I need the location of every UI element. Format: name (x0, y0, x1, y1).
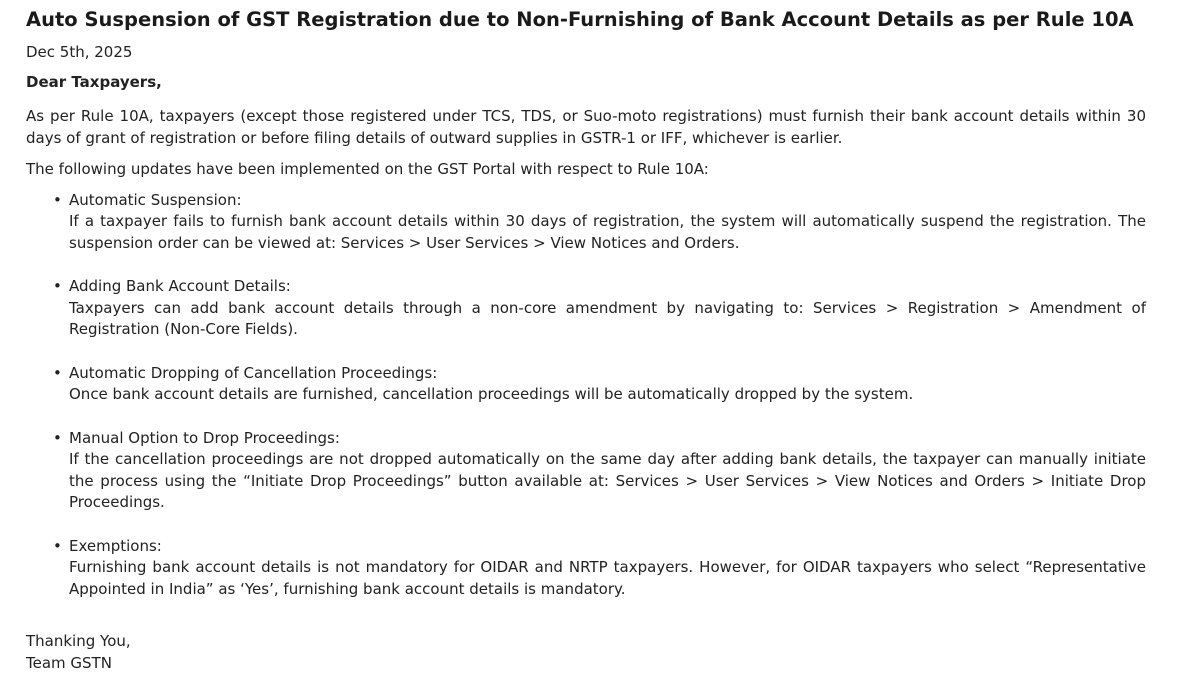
item-heading: Exemptions: (69, 536, 162, 555)
list-item (53, 536, 1146, 601)
notice-title: Auto Suspension of GST Registration due to Non-Furnishing of Bank Account Details as per Rule 10A (26, 8, 1134, 31)
updates-list (26, 190, 1146, 601)
item-body: If a taxpayer fails to furnish bank account details within 30 days of registration, the system will automatically suspend the registration. The suspension order can be viewed at: Services > User Services > View Notices and Orders. (69, 212, 1146, 252)
item-body: If the cancellation proceedings are not dropped automatically on the same day after adding bank details, the taxpayer can manually initiate the process using the “Initiate Drop Proceedings” button available at: Services > User Services > View Notices and Orders > Initiate Drop Proceedings. (69, 450, 1146, 511)
intro-paragraph: As per Rule 10A, taxpayers (except those registered under TCS, TDS, or Suo-moto registrations) must furnish their bank account details within 30 days of grant of registration or before filing details of outward supplies in GSTR-1 or IFF, whichever is earlier. (26, 107, 1146, 147)
list-item (53, 428, 1146, 514)
list-item (53, 190, 1146, 255)
closing-signature: Team GSTN (26, 653, 112, 672)
closing-thanks: Thanking You, (26, 632, 131, 650)
item-heading: Manual Option to Drop Proceedings: (69, 428, 340, 447)
list-item (53, 363, 1146, 406)
item-body: Furnishing bank account details is not mandatory for OIDAR and NRTP taxpayers. However, for OIDAR taxpayers who select “Representative Appointed in India” as ‘Yes’, furnishing bank account details is mandatory. (69, 558, 1146, 598)
closing-block (26, 631, 1146, 674)
bullet-icon: • (53, 277, 62, 295)
notice-date: Dec 5th, 2025 (26, 43, 133, 61)
item-heading: Automatic Dropping of Cancellation Proceedings: (69, 363, 438, 382)
bullet-icon: • (53, 190, 62, 209)
bullet-icon: • (53, 428, 62, 447)
item-heading: Automatic Suspension: (69, 190, 242, 209)
item-heading: Adding Bank Account Details: (69, 277, 291, 295)
list-item (53, 276, 1146, 341)
updates-intro: The following updates have been implemented on the GST Portal with respect to Rule 10A: (26, 160, 709, 178)
item-body: Taxpayers can add bank account details through a non-core amendment by navigating to: Services > Registration > Amendment of Registration (Non-Core Fields). (69, 298, 1146, 338)
item-body: Once bank account details are furnished, cancellation proceedings will be automatically dropped by the system. (69, 385, 914, 403)
bullet-icon: • (53, 536, 62, 555)
salutation: Dear Taxpayers, (26, 73, 162, 91)
bullet-icon: • (53, 363, 62, 382)
